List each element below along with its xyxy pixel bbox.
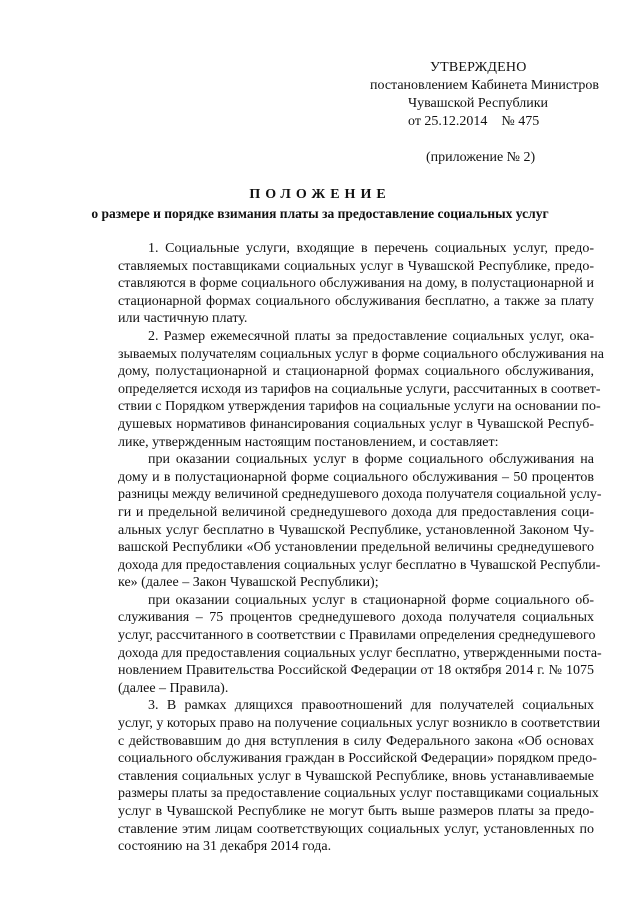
paragraph-line: служивания – 75 процентов среднедушевого дохода получателя социальных bbox=[118, 610, 594, 626]
paragraph bbox=[118, 451, 602, 592]
paragraph-line: с действовавшим до дня вступления в силу Федерального закона «Об основах bbox=[118, 733, 594, 749]
approval-appendix: (приложение № 2) bbox=[426, 150, 536, 165]
document-subtitle: о размере и порядке взимания платы за предоставление социальных услуг bbox=[91, 206, 549, 221]
paragraph-line: ставления социальных услуг в Чувашской Республике, вновь устанавливаемые bbox=[118, 768, 594, 784]
paragraph-line: определяется исходя из тарифов на социальные услуги, рассчитанных в соответ- bbox=[118, 381, 601, 397]
paragraph-line: или частичную плату. bbox=[118, 311, 248, 327]
paragraph-line: душевых нормативов финансирования социальных услуг в Чувашской Респуб- bbox=[118, 416, 594, 432]
paragraph-line: дому и в полустационарной форме социального обслуживания – 50 процентов bbox=[118, 469, 594, 485]
paragraph-line: разницы между величиной среднедушевого дохода получателя социальной услу- bbox=[118, 487, 602, 503]
paragraph-line: дохода для предоставления социальных услуг бесплатно в Чувашской Республи- bbox=[118, 557, 601, 573]
paragraph-line: ке» (далее – Закон Чувашской Республики); bbox=[118, 575, 379, 591]
paragraph-line: дохода для предоставления социальных услуг бесплатно, утвержденными поста- bbox=[118, 645, 602, 661]
paragraph-line: вашской Республики «Об установлении предельной величины среднедушевого bbox=[118, 540, 594, 556]
paragraph bbox=[118, 240, 594, 328]
paragraph-line: при оказании социальных услуг в стационарной форме социального об- bbox=[148, 592, 594, 608]
paragraph-line: стационарной формах социального обслуживания бесплатно, а также за плату bbox=[118, 293, 594, 309]
paragraph-line: при оказании социальных услуг в форме социального обслуживания на bbox=[148, 452, 594, 468]
paragraph-line: услуг, рассчитанного в соответствии с Правилами определения среднедушевого bbox=[118, 628, 596, 644]
paragraph-line: 2. Размер ежемесячной платы за предоставление социальных услуг, ока- bbox=[148, 328, 594, 344]
paragraph-line: ствии с Порядком утверждения тарифов на социальные услуги на основании по- bbox=[118, 399, 601, 415]
paragraph-line: 3. В рамках длящихся правоотношений для получателей социальных bbox=[148, 698, 594, 714]
paragraph-line: ставляются в форме социального обслуживания на дому, в полустационарной и bbox=[118, 276, 594, 292]
paragraph-line: ставляемых поставщиками социальных услуг в Чувашской Республике, предо- bbox=[118, 258, 594, 274]
paragraph-line: социального обслуживания граждан в Российской Федерации» порядком предо- bbox=[118, 751, 597, 767]
paragraph-line: зываемых получателям социальных услуг в форме социального обслуживания на bbox=[118, 346, 605, 362]
paragraph bbox=[118, 592, 602, 698]
paragraph-line: состоянию на 31 декабря 2014 года. bbox=[118, 839, 332, 855]
paragraph bbox=[118, 328, 605, 451]
paragraph-line: дому, полустационарной и стационарной формах социального обслуживания, bbox=[118, 364, 594, 380]
paragraph-line: ги и предельной величиной среднедушевого дохода для предоставления соци- bbox=[118, 504, 594, 520]
approval-issuer: постановлением Кабинета Министров bbox=[370, 78, 599, 93]
paragraph-line: услуг, у которых право на получение социальных услуг возникло в соответствии bbox=[118, 716, 601, 732]
approval-region: Чувашской Республики bbox=[408, 96, 549, 111]
paragraph-line: размеры платы за предоставление социальных услуг поставщиками социальных bbox=[118, 786, 599, 802]
document-title: ПОЛОЖЕНИЕ bbox=[249, 187, 391, 202]
paragraph-line: альных услуг бесплатно в Чувашской Республике, установленной Законом Чу- bbox=[118, 522, 594, 538]
approval-heading: УТВЕРЖДЕНО bbox=[430, 60, 527, 75]
paragraph-line: (далее – Правила). bbox=[118, 680, 229, 696]
paragraph-line: лике, утвержденным настоящим постановлением, и составляет: bbox=[118, 434, 499, 450]
paragraph-line: новлением Правительства Российской Федерации от 18 октября 2014 г. № 1075 bbox=[118, 663, 594, 679]
approval-date-number: от 25.12.2014 № 475 bbox=[408, 114, 540, 129]
paragraph-line: 1. Социальные услуги, входящие в перечень социальных услуг, предо- bbox=[148, 241, 594, 256]
paragraph-line: ставление этим лицам соответствующих социальных услуг, установленных по bbox=[118, 821, 594, 837]
paragraph bbox=[118, 697, 601, 855]
approval-stamp bbox=[370, 59, 620, 167]
paragraph-line: услуг в Чувашской Республике не могут быть выше размеров платы за предо- bbox=[118, 804, 594, 819]
document-body bbox=[118, 240, 605, 856]
